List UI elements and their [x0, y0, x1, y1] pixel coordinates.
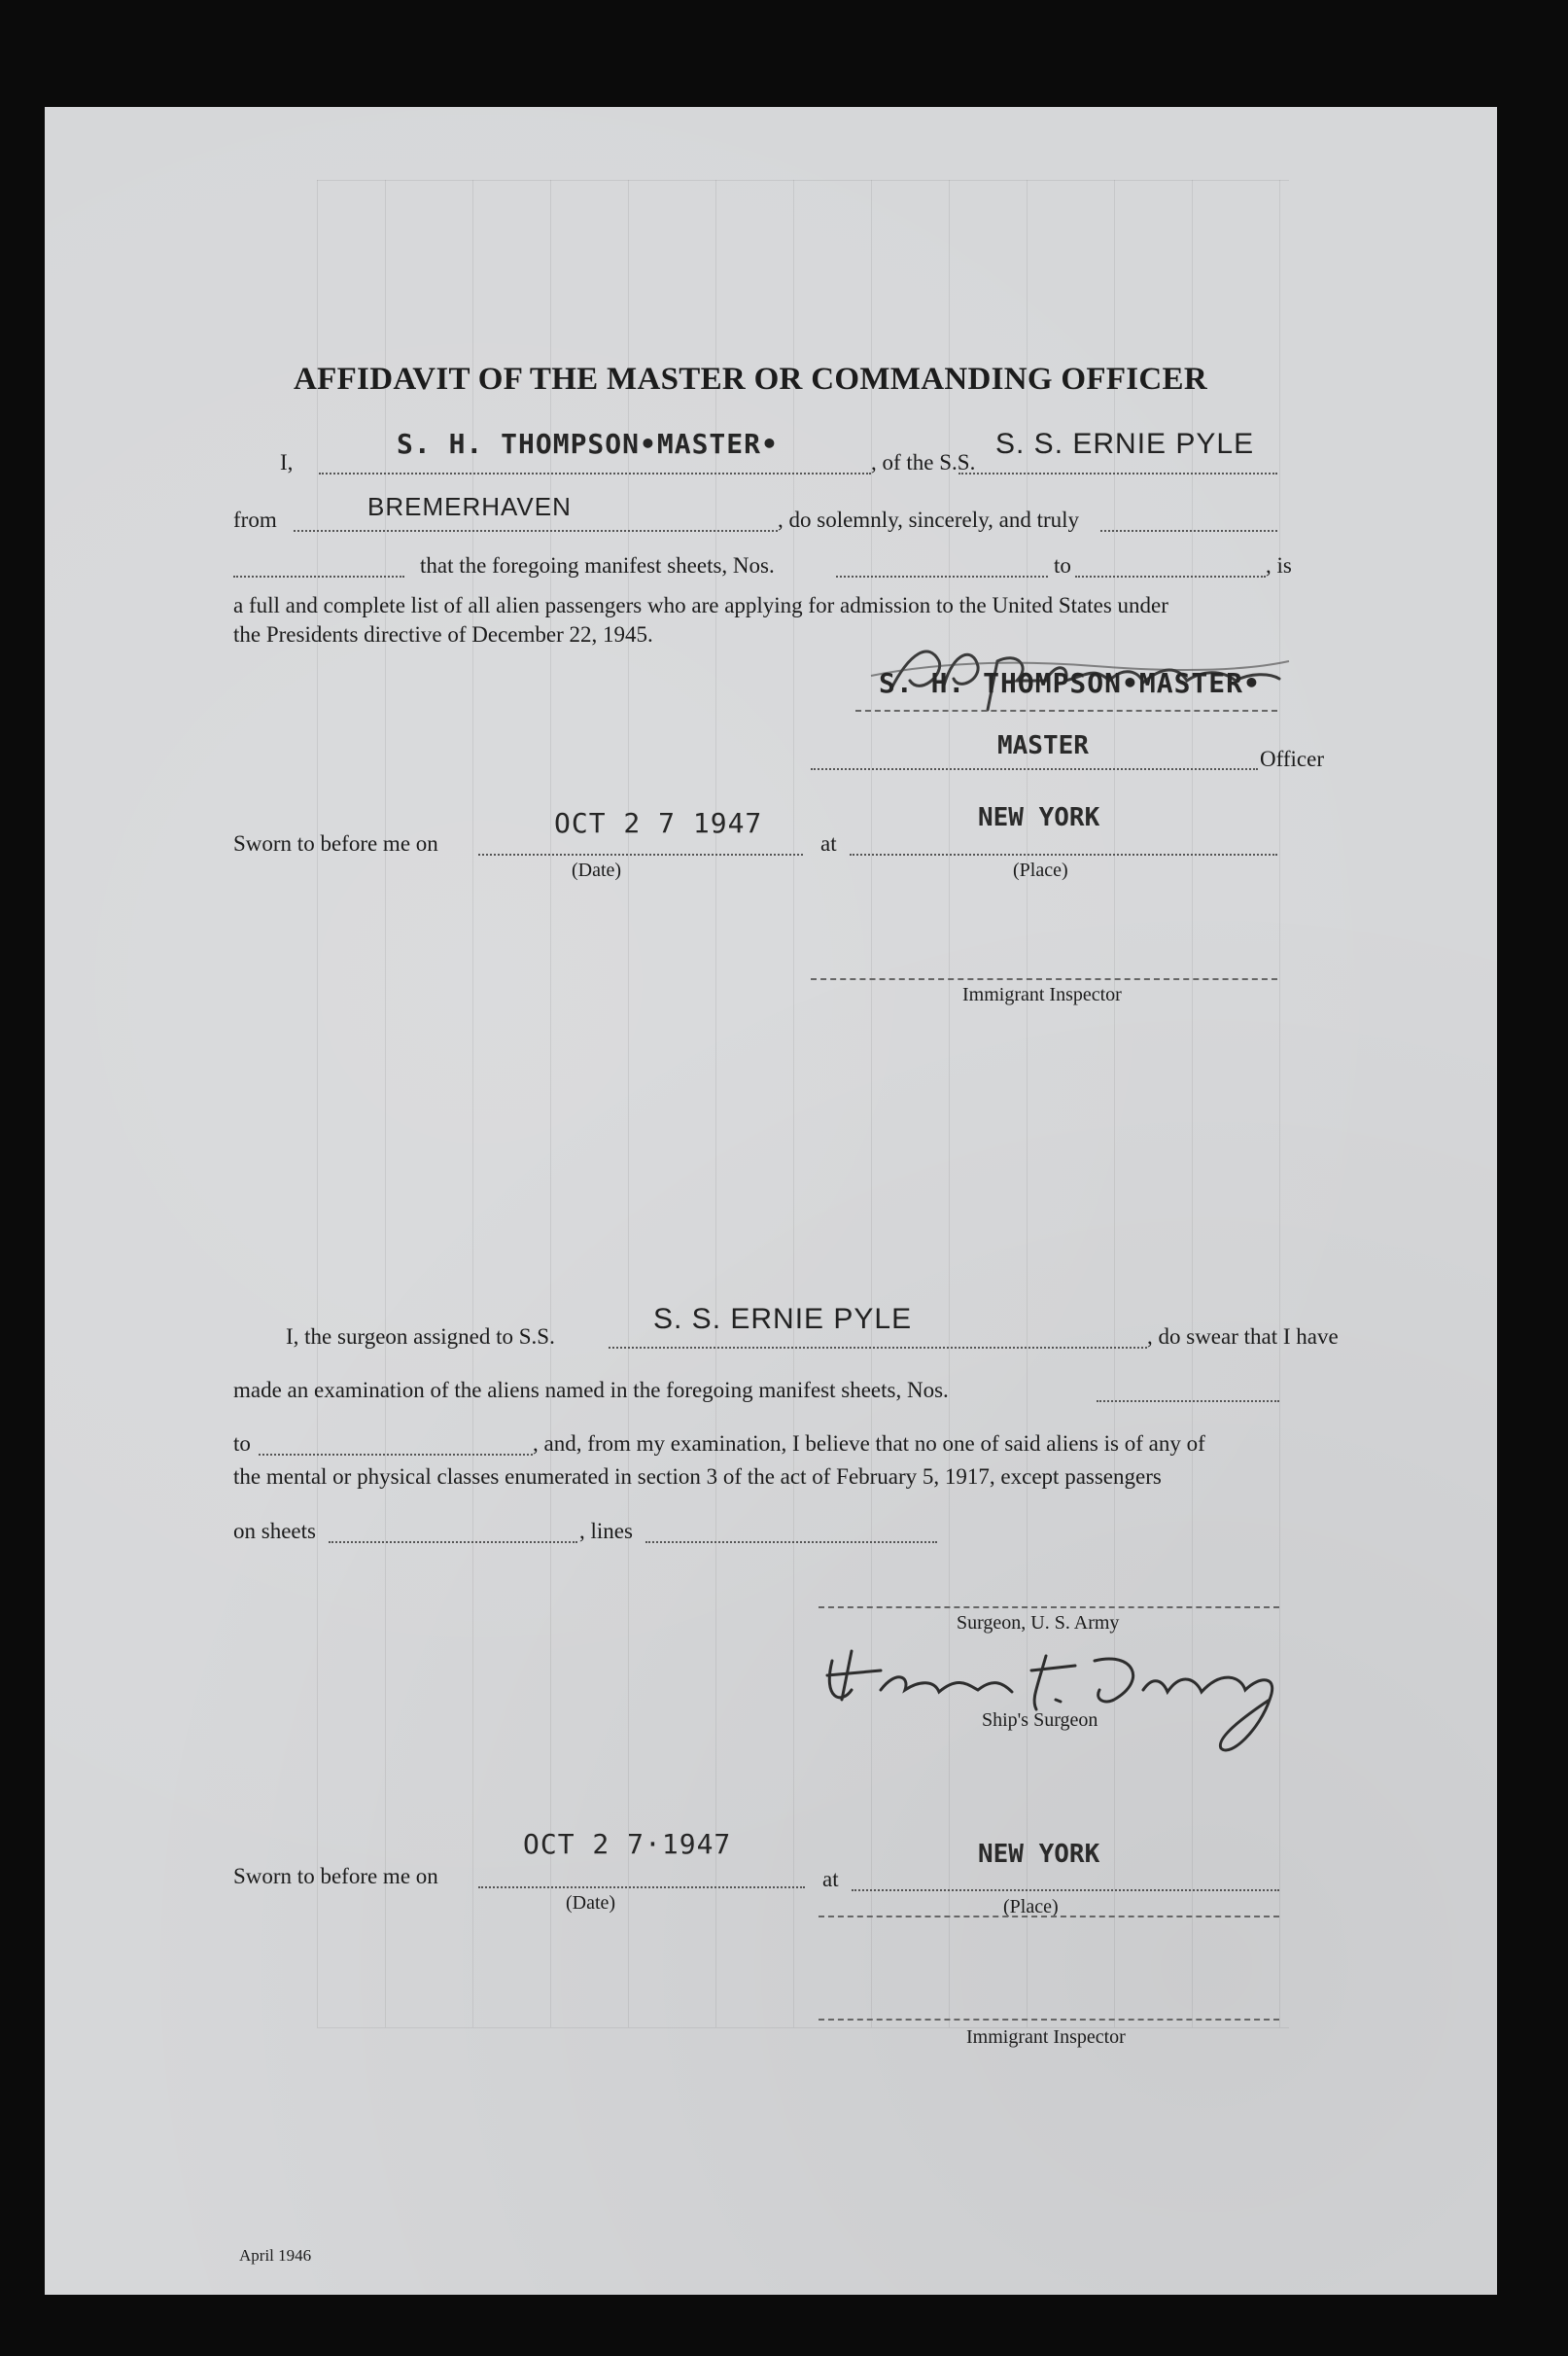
surgeon-belief-text: , and, from my examination, I believe that no one of said aliens is of any of [533, 1431, 1205, 1456]
master-sworn-date-line [478, 854, 803, 856]
affidavit-title: AFFIDAVIT OF THE MASTER OR COMMANDING OFFICER [294, 362, 1207, 397]
form-date: April 1946 [239, 2246, 312, 2265]
army-surgeon-caption: Surgeon, U. S. Army [957, 1612, 1120, 1634]
master-sworn-date-stamp: OCT 2 7 1947 [554, 807, 763, 839]
surgeon-swear-text: , do swear that I have [1147, 1324, 1339, 1349]
bleed-through-line [793, 180, 794, 2027]
surgeon-inspector-line-top [819, 1916, 1279, 1917]
ships-surgeon-handwritten-signature [813, 1632, 1357, 1768]
from-label: from [233, 508, 277, 532]
manifest-to-label: to [1054, 553, 1071, 578]
surgeon-ship-typed: S. S. ERNIE PYLE [653, 1303, 913, 1335]
affidavit-page [45, 107, 1497, 2295]
is-label: , is [1266, 553, 1292, 578]
bleed-through-line [317, 180, 318, 2027]
ship-name-line [958, 473, 1277, 475]
from-port-line [294, 530, 778, 532]
army-surgeon-signature-line [819, 1606, 1279, 1608]
from-port-typed: BREMERHAVEN [367, 492, 572, 521]
surgeon-place-caption: (Place) [1003, 1896, 1059, 1917]
ship-name-typed: S. S. ERNIE PYLE [995, 428, 1255, 460]
manifest-text: that the foregoing manifest sheets, Nos. [420, 553, 775, 578]
rank-line [811, 768, 1258, 770]
solemnly-line [1100, 530, 1277, 532]
rank-stamp: MASTER [997, 731, 1089, 760]
master-sworn-place-line [850, 854, 1277, 856]
list-line-2: the Presidents directive of December 22, 1945. [233, 622, 653, 647]
manifest-from-line [836, 576, 1048, 578]
solemnly-text: , do solemnly, sincerely, and truly [778, 508, 1080, 532]
surgeon-sheets-line [329, 1541, 577, 1543]
surgeon-lines-label: , lines [579, 1519, 633, 1543]
surgeon-exam-line [1097, 1400, 1279, 1402]
master-inspector-line [811, 978, 1277, 980]
officer-label: Officer [1260, 747, 1324, 771]
of-the-ss-label: , of the S.S. [871, 450, 976, 475]
i-label: I, [280, 450, 294, 475]
list-line-1: a full and complete list of all alien passengers who are applying for admission to the United States under [233, 593, 1168, 617]
surgeon-ship-line [609, 1347, 1147, 1349]
master-place-caption: (Place) [1013, 860, 1068, 881]
bleed-through-line [317, 180, 1289, 181]
master-signature-line [855, 710, 1277, 712]
surgeon-sworn-label: Sworn to before me on [233, 1864, 438, 1888]
surgeon-at-label: at [822, 1867, 839, 1891]
surgeon-to-label: to [233, 1431, 251, 1456]
master-sworn-place-stamp: NEW YORK [978, 803, 1100, 832]
surgeon-lines-line [645, 1541, 937, 1543]
master-date-caption: (Date) [572, 860, 622, 881]
ships-surgeon-caption: Ship's Surgeon [982, 1709, 1098, 1731]
master-inspector-caption: Immigrant Inspector [962, 984, 1122, 1005]
surgeon-on-sheets-label: on sheets [233, 1519, 316, 1543]
surgeon-sworn-place-stamp: NEW YORK [978, 1840, 1100, 1869]
surgeon-classes-text: the mental or physical classes enumerated in section 3 of the act of February 5, 1917, except passengers [233, 1464, 1162, 1489]
surgeon-inspector-caption: Immigrant Inspector [966, 2026, 1126, 2048]
master-at-label: at [820, 831, 837, 856]
surgeon-date-caption: (Date) [566, 1892, 616, 1914]
master-name-stamp: S. H. THOMPSON•MASTER• [397, 428, 779, 460]
surgeon-sworn-place-line [852, 1889, 1279, 1891]
surgeon-intro-label: I, the surgeon assigned to S.S. [286, 1324, 555, 1349]
surgeon-sworn-date-stamp: OCT 2 7·1947 [523, 1828, 732, 1860]
master-signature-stamp: S. H. THOMPSON•MASTER• [879, 667, 1261, 699]
manifest-prefix-line [233, 576, 404, 578]
bleed-through-line [385, 180, 386, 2027]
surgeon-to-line [259, 1454, 533, 1456]
surgeon-inspector-line [819, 2019, 1279, 2021]
manifest-to-line [1075, 576, 1266, 578]
surgeon-exam-text: made an examination of the aliens named in the foregoing manifest sheets, Nos. [233, 1378, 949, 1402]
master-sworn-label: Sworn to before me on [233, 831, 438, 856]
surgeon-sworn-date-line [478, 1886, 805, 1888]
bleed-through-line [317, 2027, 1289, 2028]
master-name-line [319, 473, 871, 475]
